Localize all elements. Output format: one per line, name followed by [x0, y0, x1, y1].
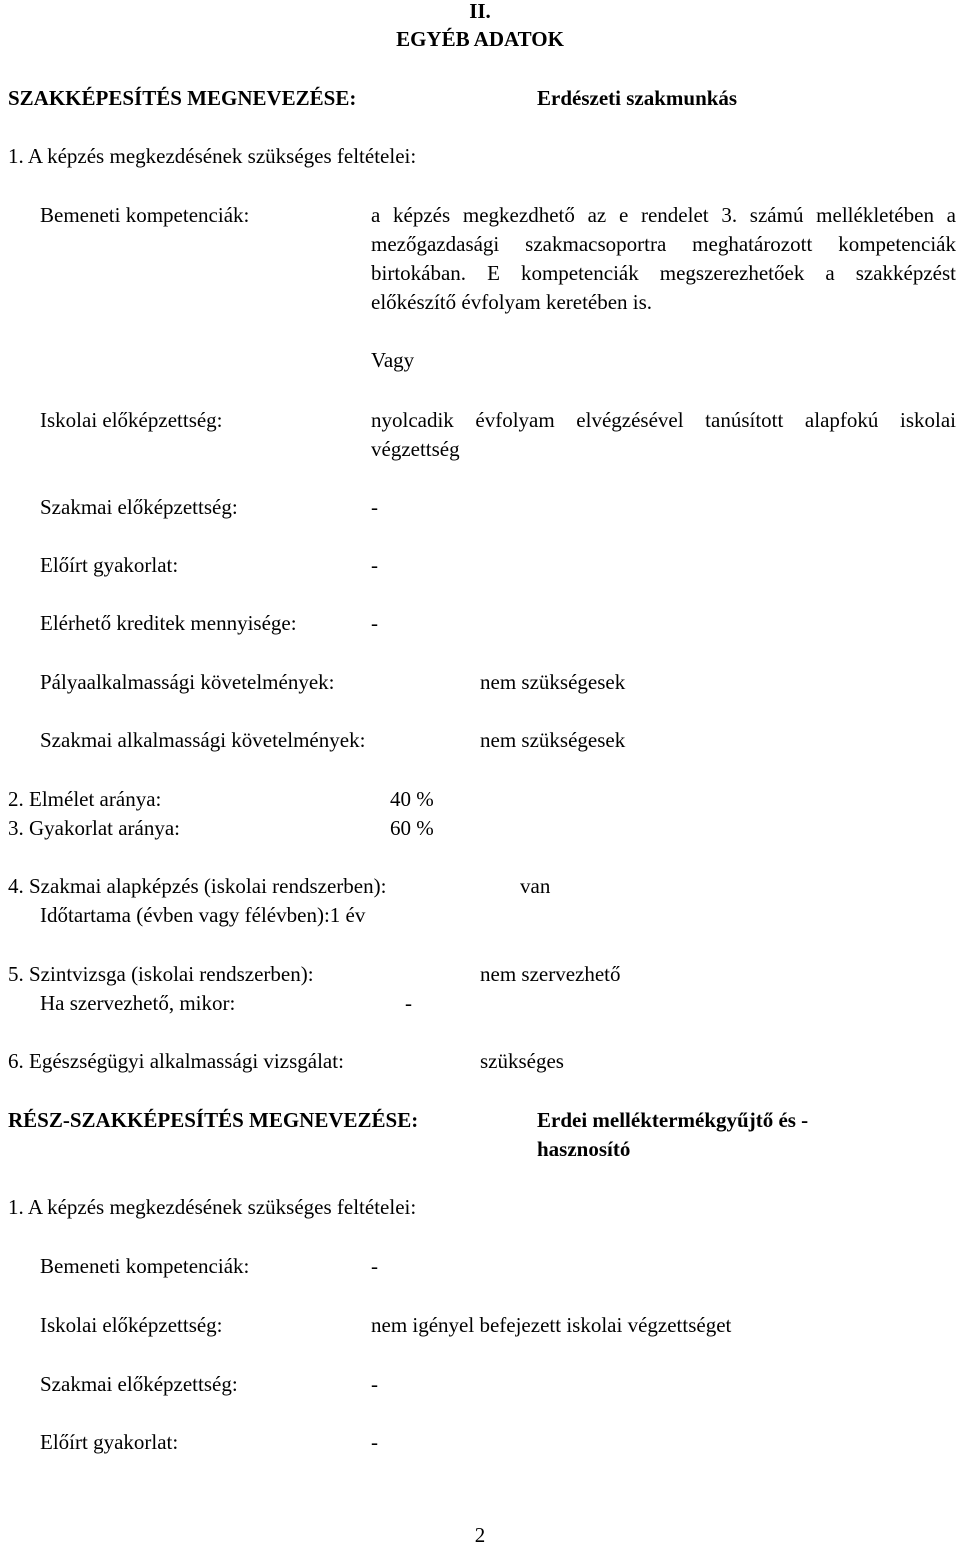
if-organizable-value: -	[405, 991, 412, 1015]
theory-ratio-label: 2. Elmélet aránya:	[8, 787, 162, 811]
partial-prof-prereq-label: Szakmai előképzettség:	[40, 1372, 238, 1396]
partial-school-prereq-label: Iskolai előképzettség:	[40, 1313, 223, 1337]
partial-qualification-name-value-line2: hasznosító	[537, 1137, 631, 1161]
career-aptitude-label: Pályaalkalmassági követelmények:	[40, 670, 335, 694]
basic-training-label: 4. Szakmai alapképzés (iskolai rendszerben):	[8, 874, 387, 898]
prof-aptitude-label: Szakmai alkalmassági követelmények:	[40, 728, 366, 752]
qualification-name-value: Erdészeti szakmunkás	[537, 86, 738, 110]
page-number: 2	[474, 1523, 486, 1547]
or-text: Vagy	[371, 348, 415, 372]
basic-training-value: van	[520, 874, 551, 898]
health-exam-label: 6. Egészségügyi alkalmassági vizsgálat:	[8, 1049, 344, 1073]
credits-value: -	[371, 611, 378, 635]
input-competencies-value: a képzés megkezdhető az e rendelet 3. számú mellékletében a mezőgazdasági szakmacsoportra meghatározott kompetenciák birtokában. E kompetenciák megszerezhetőek a szakképzést előkészítő évfolyam keretében is.	[371, 203, 956, 314]
school-prereq-value: nyolcadik évfolyam elvégzésével tanúsított alapfokú iskolai végzettség	[371, 408, 956, 461]
item1-label: 1. A képzés megkezdésének szükséges feltételei:	[8, 144, 417, 168]
prof-prereq-value: -	[371, 495, 378, 519]
level-exam-label: 5. Szintvizsga (iskolai rendszerben):	[8, 962, 314, 986]
practice-value: -	[371, 553, 378, 577]
partial-qualification-name-value-line1: Erdei melléktermékgyűjtő és -	[537, 1108, 809, 1132]
partial-prof-prereq-value: -	[371, 1372, 378, 1396]
partial-input-competencies-label: Bemeneti kompetenciák:	[40, 1254, 250, 1278]
input-competencies-label: Bemeneti kompetenciák:	[40, 203, 250, 227]
qualification-name-label: SZAKKÉPESÍTÉS MEGNEVEZÉSE:	[8, 86, 357, 110]
prof-prereq-label: Szakmai előképzettség:	[40, 495, 238, 519]
credits-label: Elérhető kreditek mennyisége:	[40, 611, 297, 635]
partial-input-competencies-value: -	[371, 1254, 378, 1278]
partial-practice-value: -	[371, 1430, 378, 1454]
partial-practice-label: Előírt gyakorlat:	[40, 1430, 179, 1454]
if-organizable-label: Ha szervezhető, mikor:	[40, 991, 236, 1015]
partial-item1-label: 1. A képzés megkezdésének szükséges feltételei:	[8, 1195, 417, 1219]
theory-ratio-value: 40 %	[390, 787, 434, 811]
prof-aptitude-value: nem szükségesek	[480, 728, 626, 752]
section-title: EGYÉB ADATOK	[396, 27, 564, 51]
health-exam-value: szükséges	[480, 1049, 564, 1073]
level-exam-value: nem szervezhető	[480, 962, 621, 986]
career-aptitude-value: nem szükségesek	[480, 670, 626, 694]
practice-ratio-label: 3. Gyakorlat aránya:	[8, 816, 181, 840]
practice-label: Előírt gyakorlat:	[40, 553, 179, 577]
partial-qualification-name-label: RÉSZ-SZAKKÉPESÍTÉS MEGNEVEZÉSE:	[8, 1108, 419, 1132]
section-number: II.	[469, 0, 491, 23]
duration-text: Időtartama (évben vagy félévben):1 év	[40, 903, 366, 927]
school-prereq-label: Iskolai előképzettség:	[40, 408, 223, 432]
partial-school-prereq-value: nem igényel befejezett iskolai végzettséget	[371, 1313, 732, 1337]
practice-ratio-value: 60 %	[390, 816, 434, 840]
